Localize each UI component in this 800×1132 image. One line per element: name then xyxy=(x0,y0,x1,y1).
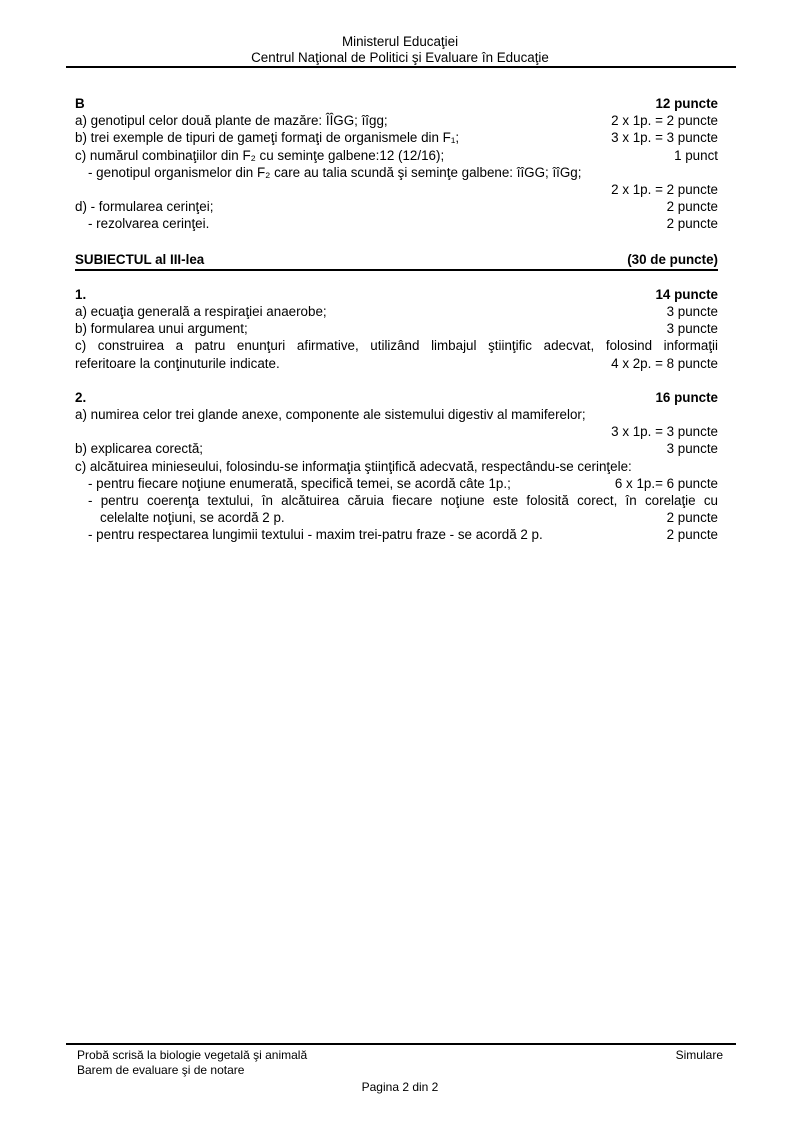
subject-heading xyxy=(75,251,718,271)
criterion-text: c) numărul combinaţiilor din F₂ cu seminţe galbene:12 (12/16); xyxy=(75,147,445,163)
footer-page-number: Pagina 2 din 2 xyxy=(361,1080,439,1094)
footer-doc-type: Barem de evaluare şi de notare xyxy=(77,1063,245,1077)
section-label: B xyxy=(75,96,85,111)
rubric-row xyxy=(75,215,718,232)
criterion-text: - genotipul organismelor din F₂ care au talia scundă şi seminţe galbene: îîGG; îîGg; xyxy=(88,164,582,180)
subject-title: SUBIECTUL al III-lea xyxy=(75,251,205,267)
item-2 xyxy=(75,389,718,544)
points-value: 2 x 1p. = 2 puncte xyxy=(611,113,718,129)
rubric-row xyxy=(75,303,718,320)
footer-exam-title: Probă scrisă la biologie vegetală şi animală xyxy=(77,1048,308,1062)
criterion-text: c) alcătuirea minieseului, folosindu-se informaţia ştiinţifică adecvată, respectându-se cerinţele: xyxy=(75,458,632,474)
points-value: 6 x 1p.= 6 puncte xyxy=(614,475,718,491)
criterion-text: - rezolvarea cerinţei. xyxy=(88,216,210,232)
points-value: 2 puncte xyxy=(666,199,718,215)
points-value: 14 puncte xyxy=(655,286,718,302)
footer-session: Simulare xyxy=(675,1048,723,1062)
rubric-row xyxy=(75,423,718,440)
criterion-text: - pentru coerenţa textului, în alcătuirea căruia fiecare noţiune este folosită corect, în corelaţie cu xyxy=(88,493,718,509)
criterion-text: a) numirea celor trei glande anexe, componente ale sistemului digestiv al mamiferelor; xyxy=(75,407,586,423)
points-value: 2 x 1p. = 2 puncte xyxy=(611,182,718,198)
page-header xyxy=(0,34,800,65)
rubric-row xyxy=(75,526,718,543)
section-b-heading xyxy=(75,95,718,112)
rubric-row xyxy=(75,406,718,423)
criterion-text: d) - formularea cerinţei; xyxy=(75,199,214,215)
points-value: 4 x 2p. = 8 puncte xyxy=(611,355,718,371)
criterion-text: b) formularea unui argument; xyxy=(75,321,248,337)
points-value: 3 puncte xyxy=(666,304,718,320)
rubric-row xyxy=(75,355,718,372)
criterion-text: a) genotipul celor două plante de mazăre: ÎÎGG; îîgg; xyxy=(75,113,388,129)
criterion-text: c) construirea a patru enunţuri afirmative, utilizând limbajul ştiinţific adecvat, folosind informaţii xyxy=(75,338,718,354)
points-value: 3 puncte xyxy=(666,441,718,457)
criterion-text: - pentru respectarea lungimii textului - maxim trei-patru fraze - se acordă 2 p. xyxy=(88,527,543,543)
item-number: 1. xyxy=(75,286,87,302)
header-institution: Centrul Naţional de Politici şi Evaluare în Educaţie xyxy=(251,49,549,65)
item-number: 2. xyxy=(75,389,87,405)
rubric-row xyxy=(75,147,718,164)
rubric-row xyxy=(75,458,718,475)
header-divider xyxy=(66,66,736,68)
item-1 xyxy=(75,286,718,372)
criterion-text: - pentru fiecare noţiune enumerată, specifică temei, se acordă câte 1p.; xyxy=(88,475,511,491)
points-value: 2 puncte xyxy=(666,527,718,543)
rubric-row xyxy=(75,164,718,181)
page-footer xyxy=(66,1043,736,1095)
points-value: 16 puncte xyxy=(655,389,718,405)
criterion-text: b) trei exemple de tipuri de gameţi formaţi de organismele din F₁; xyxy=(75,130,460,146)
criterion-text: a) ecuaţia generală a respiraţiei anaerobe; xyxy=(75,304,327,320)
points-value: 2 puncte xyxy=(666,510,718,526)
criterion-text: celelalte noţiuni, se acordă 2 p. xyxy=(100,510,285,526)
rubric-row xyxy=(75,320,718,337)
rubric-row xyxy=(75,112,718,129)
item-2-heading xyxy=(75,389,718,406)
points-value: 3 x 1p. = 3 puncte xyxy=(611,130,718,146)
rubric-row xyxy=(75,129,718,146)
criterion-text: b) explicarea corectă; xyxy=(75,441,204,457)
points-value: 3 x 1p. = 3 puncte xyxy=(611,424,718,440)
header-ministry: Ministerul Educaţiei xyxy=(341,34,459,49)
rubric-row xyxy=(75,509,718,526)
content-area xyxy=(75,95,718,544)
criterion-text: referitoare la conţinuturile indicate. xyxy=(75,355,280,371)
rubric-row xyxy=(75,440,718,457)
rubric-row xyxy=(75,181,718,198)
footer-row xyxy=(77,1048,723,1063)
points-value: 1 punct xyxy=(674,147,718,163)
rubric-row xyxy=(75,198,718,215)
subject-points: (30 de puncte) xyxy=(627,251,718,267)
item-1-heading xyxy=(75,286,718,303)
points-value: 3 puncte xyxy=(666,321,718,337)
points-value: 2 puncte xyxy=(666,216,718,232)
rubric-row xyxy=(75,475,718,492)
points-value: 12 puncte xyxy=(655,96,718,111)
